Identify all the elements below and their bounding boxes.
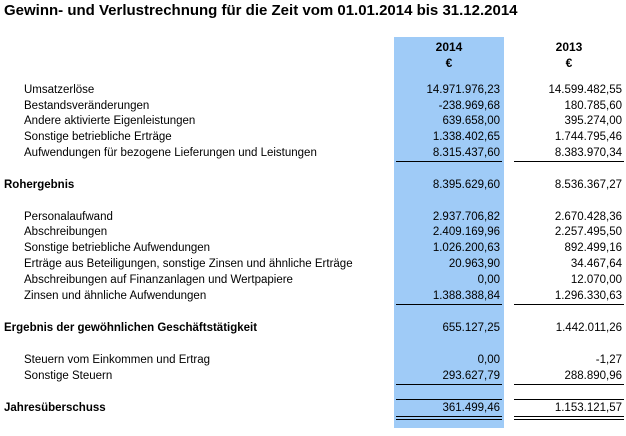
row-value-2014: 655.127,25 (442, 322, 500, 334)
row-value-2014: 14.971.976,23 (426, 84, 500, 96)
row-label: Personalaufwand (24, 211, 113, 223)
row-label: Abschreibungen auf Finanzanlagen und Wertpapiere (24, 274, 293, 286)
row-value-2013: 180.785,60 (564, 100, 622, 112)
subtotal-rule (396, 304, 502, 305)
row-value-2014: 1.026.200,63 (432, 242, 500, 254)
subtotal-rule (514, 304, 624, 305)
row-label: Steuern vom Einkommen und Ertrag (24, 354, 211, 366)
subtotal-rule (396, 384, 502, 385)
row-label: Umsatzerlöse (24, 84, 95, 96)
row-value-2013: 288.890,96 (564, 370, 622, 382)
total-rule-double (514, 419, 624, 420)
row-value-2013: 34.467,64 (570, 258, 622, 270)
row-value-2013: 8.383.970,34 (554, 147, 622, 159)
row-value-2014: 0,00 (477, 274, 500, 286)
row-label-subtotal: Ergebnis der gewöhnlichen Geschäftstätigkeit (4, 322, 258, 334)
row-value-2013: 1.153.121,57 (554, 402, 622, 414)
row-label-subtotal: Rohergebnis (4, 179, 75, 191)
row-value-2013: -1,27 (595, 354, 622, 366)
row-value-2014: 2.409.169,96 (432, 226, 500, 238)
row-label: Aufwendungen für bezogene Lieferungen und Leistungen (24, 147, 317, 159)
row-label: Sonstige betriebliche Aufwendungen (24, 242, 211, 254)
row-value-2013: 8.536.367,27 (554, 179, 622, 191)
row-value-2014: 8.395.629,60 (432, 179, 500, 191)
row-value-2014: 2.937.706,82 (432, 211, 500, 223)
row-value-2014: 1.388.388,84 (432, 290, 500, 302)
row-label: Sonstige betriebliche Erträge (24, 131, 172, 143)
row-value-2014: 20.963,90 (448, 258, 500, 270)
row-value-2014: 293.627,79 (442, 370, 500, 382)
total-rule-top (396, 399, 502, 400)
row-label: Andere aktivierte Eigenleistungen (24, 115, 196, 127)
total-rule-double (514, 416, 624, 417)
column-year-2013: 2013 (555, 40, 583, 54)
row-value-2014: 0,00 (477, 354, 500, 366)
row-label: Erträge aus Beteiligungen, sonstige Zinsen und ähnliche Erträge (24, 258, 353, 270)
row-value-2013: 1.296.330,63 (554, 290, 622, 302)
row-value-2013: 12.070,00 (570, 274, 622, 286)
subtotal-rule (396, 161, 502, 162)
page-title: Gewinn- und Verlustrechnung für die Zeit vom 01.01.2014 bis 31.12.2014 (4, 2, 518, 19)
row-value-2013: 1.744.795,46 (554, 131, 622, 143)
row-value-2013: 2.257.495,50 (554, 226, 622, 238)
row-value-2014: 8.315.437,60 (432, 147, 500, 159)
row-value-2014: 639.658,00 (442, 115, 500, 127)
row-value-2014: 361.499,46 (442, 402, 500, 414)
column-currency-2013: € (565, 56, 573, 70)
total-rule-double (396, 416, 502, 417)
row-value-2014: 1.338.402,65 (432, 131, 500, 143)
row-value-2013: 14.599.482,55 (548, 84, 622, 96)
row-value-2013: 1.442.011,26 (555, 322, 622, 334)
column-year-2014: 2014 (435, 40, 463, 54)
row-value-2013: 2.670.428,36 (554, 211, 622, 223)
row-label: Bestandsveränderungen (24, 100, 150, 112)
row-label: Zinsen und ähnliche Aufwendungen (24, 290, 207, 302)
total-rule-double (396, 419, 502, 420)
subtotal-rule (514, 384, 624, 385)
row-value-2013: 892.499,16 (564, 242, 622, 254)
total-rule-top (514, 399, 624, 400)
subtotal-rule (514, 161, 624, 162)
row-value-2014: -238.969,68 (438, 100, 500, 112)
row-label: Sonstige Steuern (24, 370, 113, 382)
column-currency-2014: € (445, 56, 453, 70)
row-value-2013: 395.274,00 (564, 115, 622, 127)
row-label: Abschreibungen (24, 226, 108, 238)
row-label-total: Jahresüberschuss (4, 402, 106, 414)
